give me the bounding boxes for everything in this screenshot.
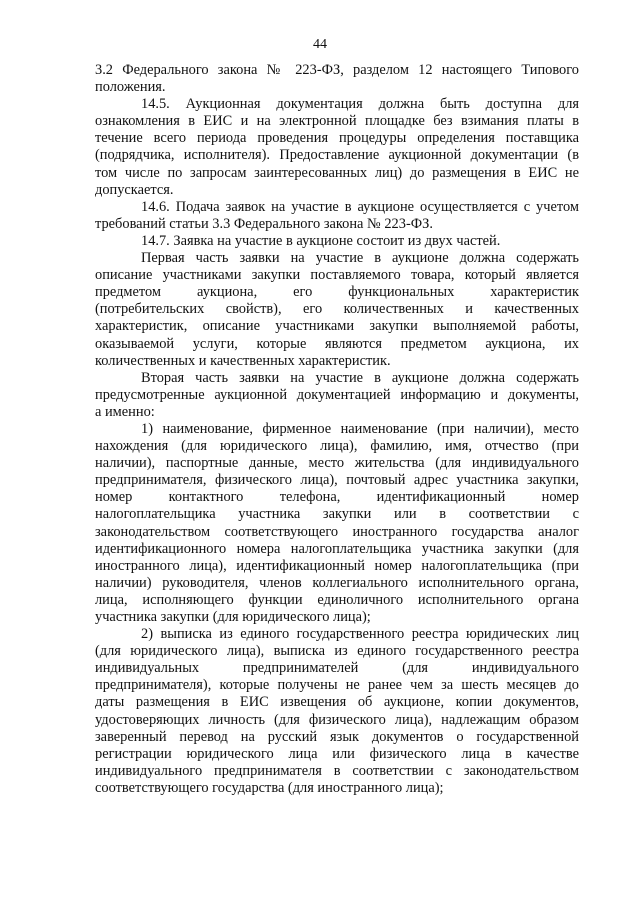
- text-line: участника закупки (для юридического лица);: [95, 609, 371, 625]
- body-text: [95, 62, 579, 797]
- text-line: 2) выписка из единого государственного реестра юридических лиц: [141, 626, 579, 643]
- text-line: 14.7. Заявка на участие в аукционе состоит из двух частей.: [141, 232, 501, 249]
- text-line: 3.2 Федерального закона № 223-ФЗ, разделом 12 настоящего Типового: [95, 62, 579, 78]
- text-line: допускается.: [95, 181, 174, 198]
- text-line: предпринимателя, физического лица), почтовый адрес участника закупки,: [95, 472, 579, 489]
- page-number: 44: [313, 37, 327, 52]
- text-line: регистрации юридического лица или физического лица в качестве: [95, 745, 579, 762]
- text-line: количественных и качественных характеристик.: [95, 352, 391, 369]
- text-line: номер контактного телефона, идентификационный номер: [95, 489, 579, 506]
- text-line: идентификационного номера налогоплательщика участника закупки (для: [95, 540, 579, 557]
- text-line: характеристик, описание участниками закупки выполняемой работы,: [95, 318, 579, 335]
- text-line: даты размещения в ЕИС извещения об аукционе, копии документов,: [95, 694, 579, 711]
- text-line: заверенный перевод на русский язык документов о государственной: [95, 728, 579, 745]
- text-line: положения.: [95, 79, 166, 96]
- text-line: том числе по запросам заинтересованных лиц) до размещения в ЕИС не: [95, 164, 579, 181]
- text-line: Первая часть заявки на участие в аукционе должна содержать: [141, 250, 579, 267]
- text-line: требований статьи 3.3 Федерального закона № 223-ФЗ.: [95, 215, 433, 232]
- text-line: нахождения (для юридического лица), фамилию, имя, отчество (при: [95, 438, 579, 455]
- text-line: лица, исполняющего функции единоличного исполнительного органа: [95, 591, 579, 608]
- text-line: удостоверяющих личность (для физического лица), надлежащим образом: [95, 711, 579, 728]
- text-line: иностранного лица), идентификационный номер налогоплательщика (при: [95, 557, 579, 574]
- text-line: (подрядчика, исполнителя). Предоставление аукционной документации (в: [95, 147, 579, 164]
- text-line: 14.6. Подача заявок на участие в аукционе осуществляется с учетом: [141, 198, 579, 215]
- text-line: (для юридического лица), выписка из единого государственного реестра: [95, 643, 579, 660]
- text-line: налогоплательщика участника закупки или в соответствии с: [95, 506, 579, 523]
- text-line: оказываемой услуги, которые являются предметом аукциона, их: [95, 335, 579, 352]
- text-line: ознакомления в ЕИС и на электронной площадке без взимания платы в: [95, 113, 579, 130]
- text-line: течение всего периода проведения процедуры определения поставщика: [95, 130, 579, 147]
- text-line: индивидуальных предпринимателей (для индивидуального: [95, 660, 579, 677]
- text-line: соответствующего государства (для иностранного лица);: [95, 779, 444, 796]
- text-line: а именно:: [95, 403, 155, 420]
- text-line: (потребительских свойств), его количественных и качественных: [95, 301, 579, 318]
- text-line: наличии) руководителя, членов коллегиального исполнительного органа,: [95, 574, 579, 591]
- text-line: наличии), паспортные данные, место жительства (для индивидуального: [95, 455, 579, 472]
- text-line: Вторая часть заявки на участие в аукционе должна содержать: [141, 369, 579, 386]
- text-line: законодательством соответствующего иностранного государства аналог: [95, 523, 579, 540]
- text-line: 14.5. Аукционная документация должна быть доступна для: [141, 96, 579, 113]
- text-line: предпринимателя), которые получены не ранее чем за шесть месяцев до: [95, 677, 579, 694]
- text-line: 1) наименование, фирменное наименование (при наличии), место: [141, 420, 579, 437]
- text-line: предметом аукциона, его функциональных характеристик: [95, 284, 579, 301]
- text-line: индивидуального предпринимателя в соответствии с законодательством: [95, 762, 579, 779]
- text-line: предусмотренные аукционной документацией информацию и документы,: [95, 386, 579, 403]
- text-line: описание участниками закупки поставляемого товара, который является: [95, 267, 579, 284]
